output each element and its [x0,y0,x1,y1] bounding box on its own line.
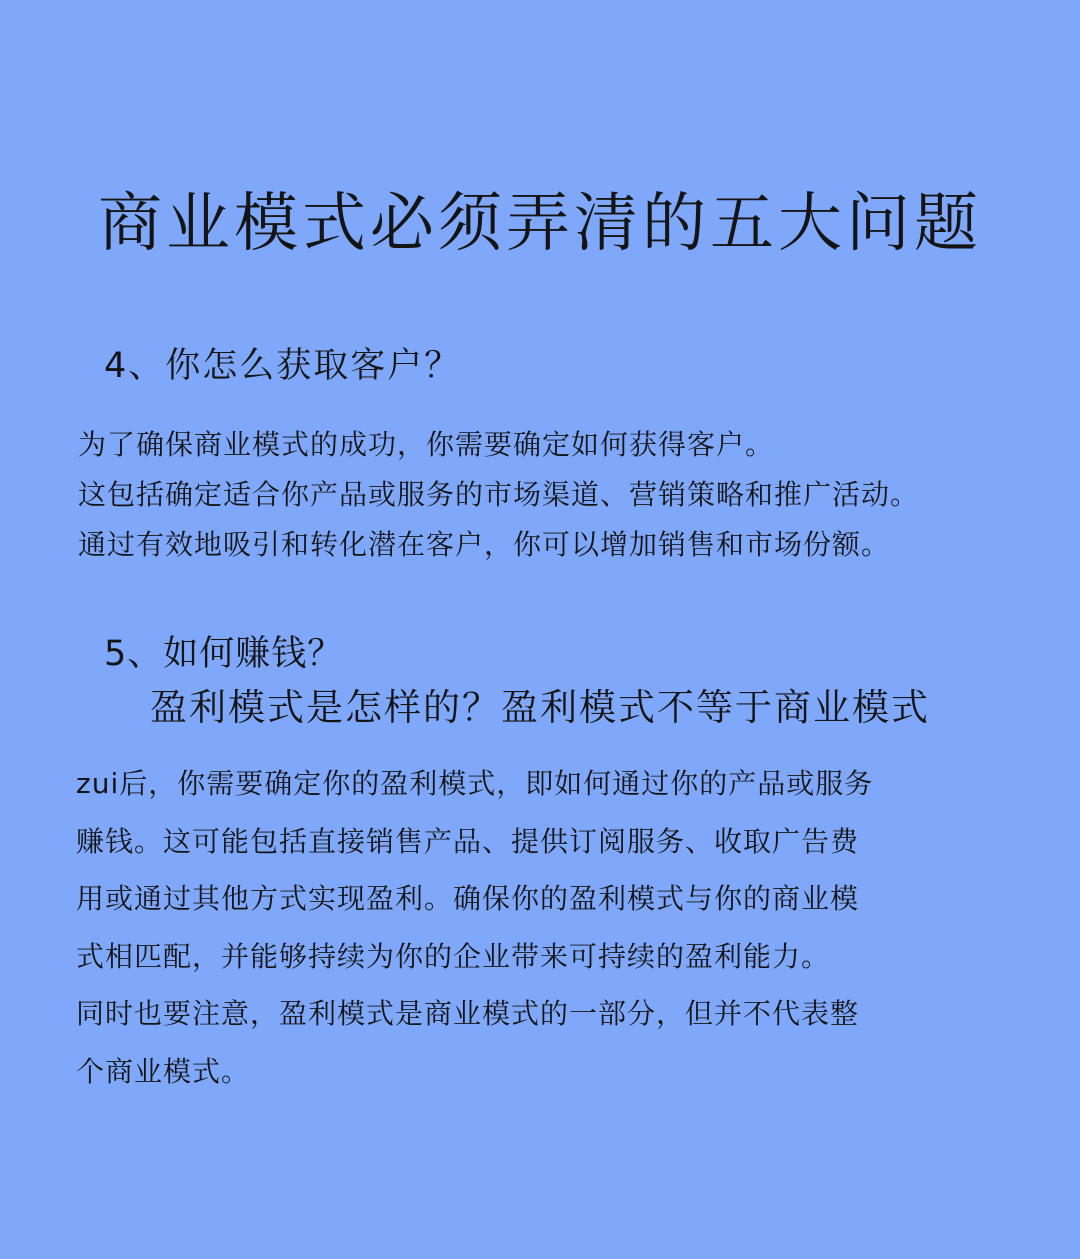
section-5-heading: 5、如何赚钱？ [104,634,344,674]
section-4-line: 为了确保商业模式的成功，你需要确定如何获得客户。 [78,428,775,461]
section-4-body [78,420,1058,570]
section-5-line: 用或通过其他方式实现盈利。确保你的盈利模式与你的商业模 [76,882,860,915]
section-5-line: 式相匹配，并能够持续为你的企业带来可持续的盈利能力。 [76,939,831,973]
section-5-body [76,755,996,1100]
section-4-line: 这包括确定适合你产品或服务的市场渠道、营销策略和推广活动。 [78,478,920,511]
section-5-line: 个商业模式。 [76,1054,251,1088]
section-5-subheading: 盈利模式是怎样的？盈利模式不等于商业模式 [150,686,930,729]
section-4-line: 通过有效地吸引和转化潜在客户，你可以增加销售和市场份额。 [78,528,891,561]
section-5-line: 赚钱。这可能包括直接销售产品、提供订阅服务、收取广告费 [76,824,860,858]
section-4-heading: 4、你怎么获取客户？ [104,346,462,386]
section-5-line: zui后，你需要确定你的盈利模式，即如何通过你的产品或服务 [76,767,874,800]
page-title: 商业模式必须弄清的五大问题 [98,187,982,261]
section-5-line: 同时也要注意，盈利模式是商业模式的一部分，但并不代表整 [76,997,860,1030]
